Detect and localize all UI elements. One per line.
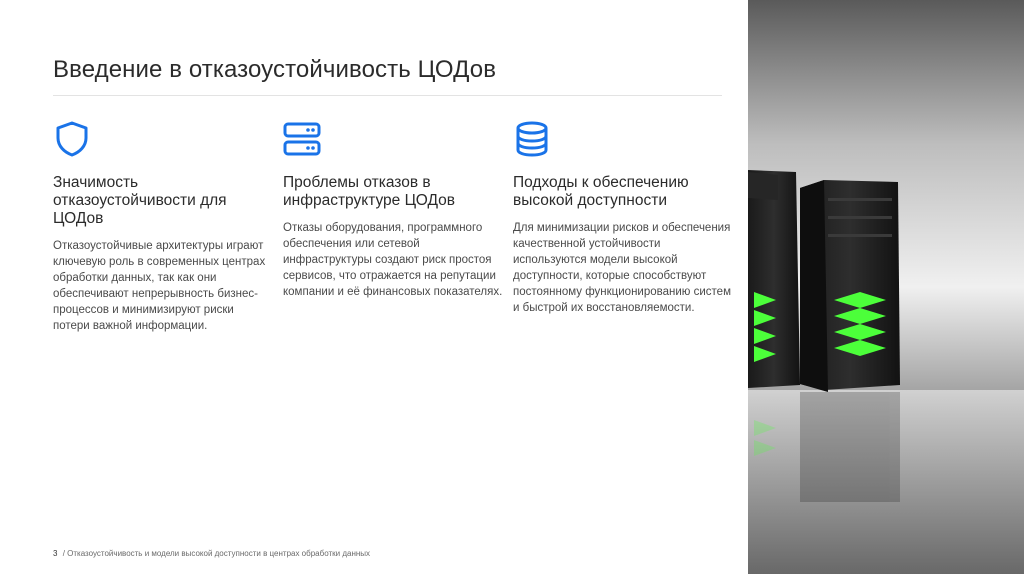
server-rack-left <box>748 170 800 388</box>
slide-footer <box>53 549 370 558</box>
slide-title: Введение в отказоустойчивость ЦОДов <box>53 56 497 83</box>
column-body: Для минимизации рисков и обеспечения качественной устойчивости используются модели высокой доступности, которые способствуют постоянному функционированию систем и быстрой их восстановляемости. <box>513 222 731 314</box>
database-icon <box>513 120 551 158</box>
column-significance <box>53 120 273 334</box>
footer-caption: / Отказоустойчивость и модели высокой доступности в центрах обработки данных <box>62 549 371 558</box>
column-approaches <box>513 120 733 316</box>
column-heading: Подходы к обеспечению высокой доступности <box>513 174 689 209</box>
shield-icon <box>53 120 91 158</box>
column-heading: Значимость отказоустойчивости для ЦОДов <box>53 174 227 227</box>
page-number: 3 <box>53 549 58 558</box>
server-photo <box>748 0 1024 574</box>
column-problems <box>283 120 503 300</box>
title-divider <box>53 95 722 96</box>
column-heading: Проблемы отказов в инфраструктуре ЦОДов <box>283 174 455 209</box>
server-rack-main <box>800 180 900 392</box>
column-body: Отказоустойчивые архитектуры играют ключевую роль в современных центрах обработки данных, так как они обеспечивают непрерывность бизнес-процессов и минимизируют риски потери важной информации. <box>53 240 266 332</box>
server-rack-icon <box>283 120 321 158</box>
column-body: Отказы оборудования, программного обеспечения или сетевой инфраструктуры создают риск простоя сервисов, что отражается на репутации компании и её финансовых показателях. <box>283 222 503 298</box>
